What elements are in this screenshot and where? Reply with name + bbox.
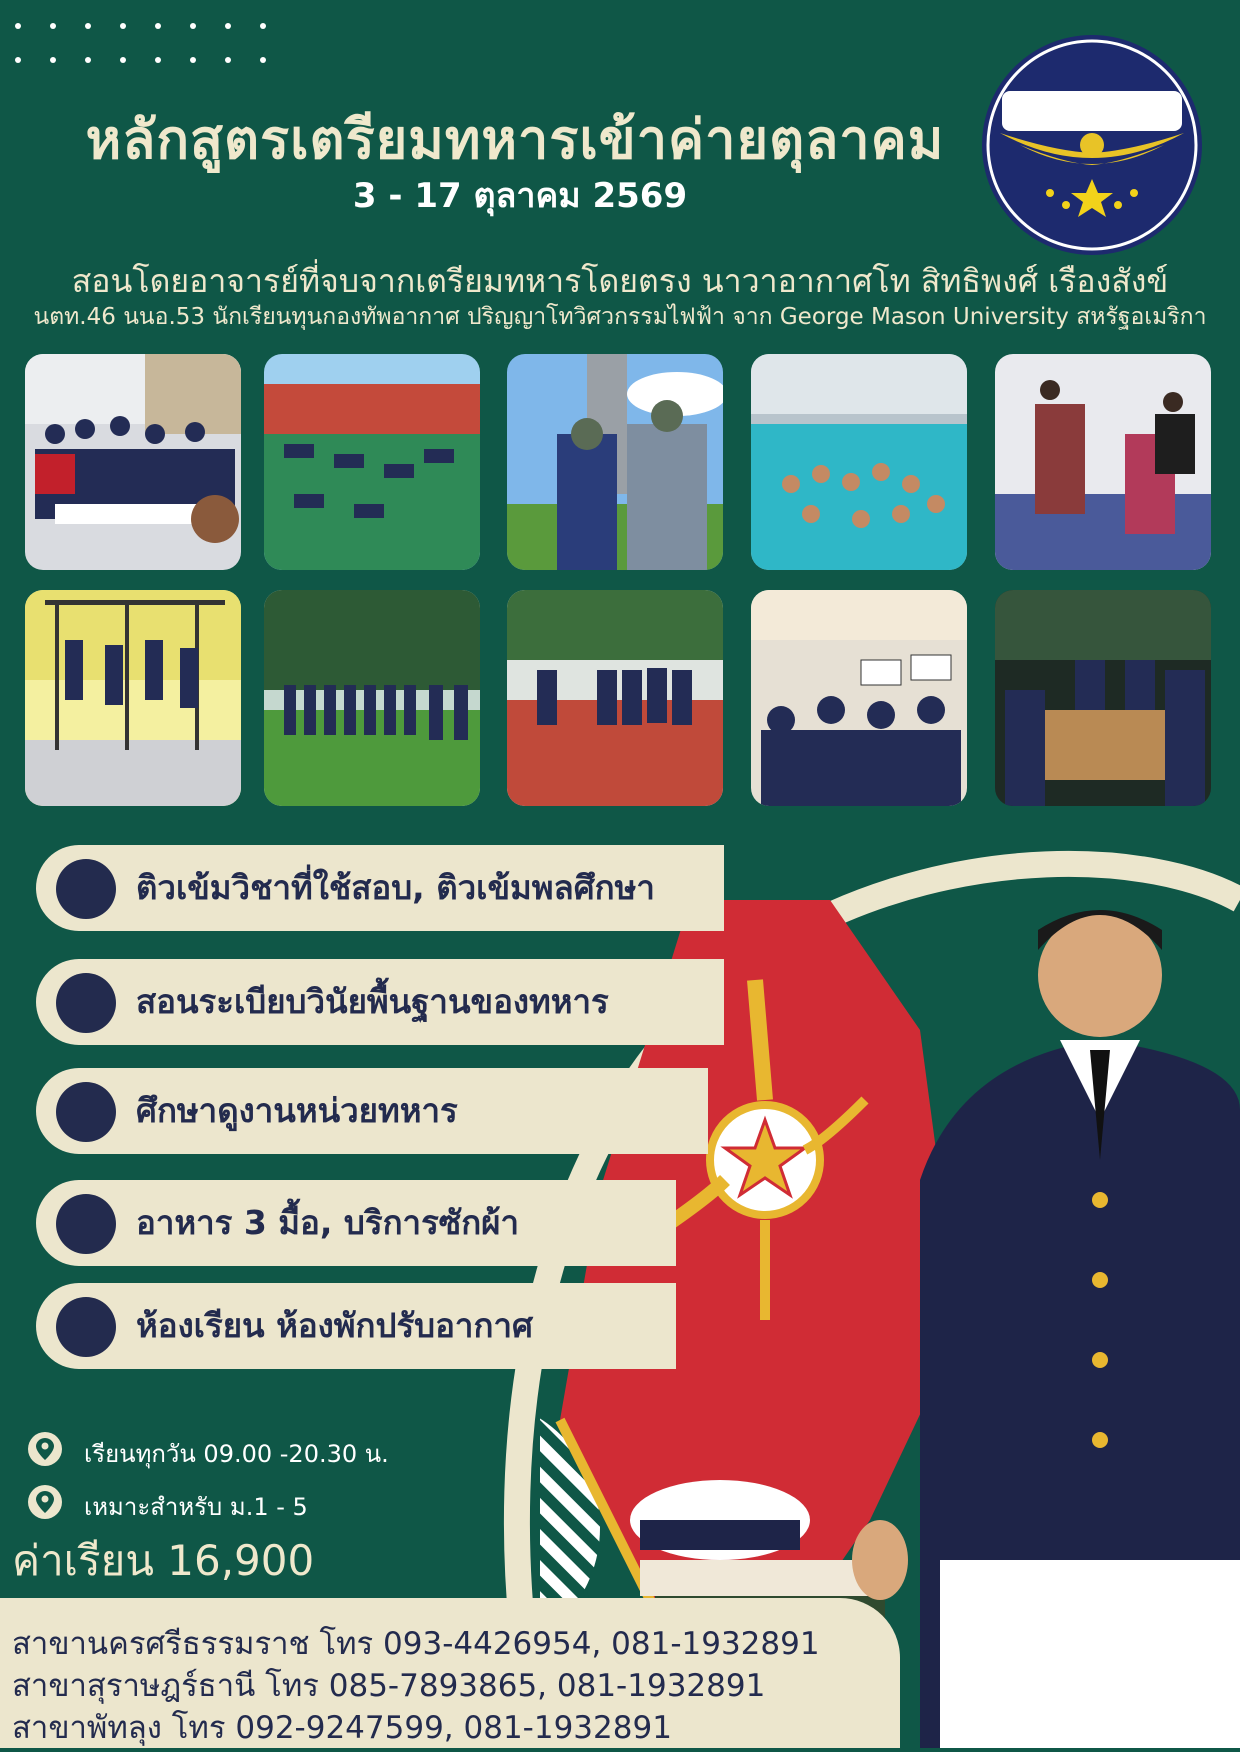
branch-contact: สาขาสุราษฎร์ธานี โทร 085-7893865, 081-1932891	[12, 1668, 766, 1704]
feature-item	[36, 959, 724, 1045]
suitable-text: เหมาะสำหรับ ม.1 - 5	[84, 1493, 308, 1521]
photo-classroom-group	[25, 354, 241, 570]
course-price: ค่าเรียน 16,900	[12, 1536, 315, 1585]
feature-text: ติวเข้มวิชาที่ใช้สอบ, ติวเข้มพลศึกษา	[136, 868, 655, 907]
photo-lecture-room	[751, 590, 967, 806]
location-pin-icon	[28, 1432, 62, 1466]
teacher-credentials: นตท.46 นนอ.53 นักเรียนทุนกองทัพอากาศ ปริญญาโทวิศวกรรมไฟฟ้า จาก George Mason University สหรัฐอเมริกา	[33, 304, 1207, 330]
photo-folding-blankets	[995, 354, 1211, 570]
photo-swimming-pool	[751, 354, 967, 570]
feature-item	[36, 1180, 676, 1266]
photo-group-dinner	[995, 590, 1211, 806]
feature-text: ห้องเรียน ห้องพักปรับอากาศ	[136, 1306, 533, 1345]
photo-running-track	[507, 590, 723, 806]
bullet-dot	[56, 973, 116, 1033]
photo-formation-grass	[264, 590, 480, 806]
course-dates: 3 - 17 ตุลาคม 2569	[352, 176, 688, 216]
branch-contact: สาขานครศรีธรรมราช โทร 093-4426954, 081-1932891	[12, 1626, 820, 1662]
dot-pattern	[8, 18, 268, 70]
feature-text: สอนระเบียบวินัยพื้นฐานของทหาร	[136, 982, 609, 1021]
bullet-dot	[56, 1194, 116, 1254]
school-logo	[980, 33, 1204, 257]
schedule-text: เรียนทุกวัน 09.00 -20.30 น.	[84, 1440, 389, 1468]
bullet-dot	[56, 1297, 116, 1357]
teacher-line: สอนโดยอาจารย์ที่จบจากเตรียมทหารโดยตรง นาวาอากาศโท สิทธิพงศ์ เรืองสังข์	[71, 262, 1169, 300]
feature-item	[36, 1283, 676, 1369]
photo-rappel-tower	[507, 354, 723, 570]
location-pin-icon	[28, 1485, 62, 1519]
feature-item	[36, 845, 724, 931]
photo-stretching-field	[264, 354, 480, 570]
branch-contacts	[0, 1598, 900, 1748]
photo-pull-up-bars	[25, 590, 241, 806]
bullet-dot	[56, 1082, 116, 1142]
feature-item	[36, 1068, 708, 1154]
bullet-dot	[56, 859, 116, 919]
feature-text: ศึกษาดูงานหน่วยทหาร	[136, 1091, 458, 1130]
page-title: หลักสูตรเตรียมทหารเข้าค่ายตุลาคม	[85, 108, 945, 171]
branch-contact: สาขาพัทลุง โทร 092-9247599, 081-1932891	[12, 1710, 672, 1746]
feature-text: อาหาร 3 มื้อ, บริการซักผ้า	[136, 1203, 520, 1242]
